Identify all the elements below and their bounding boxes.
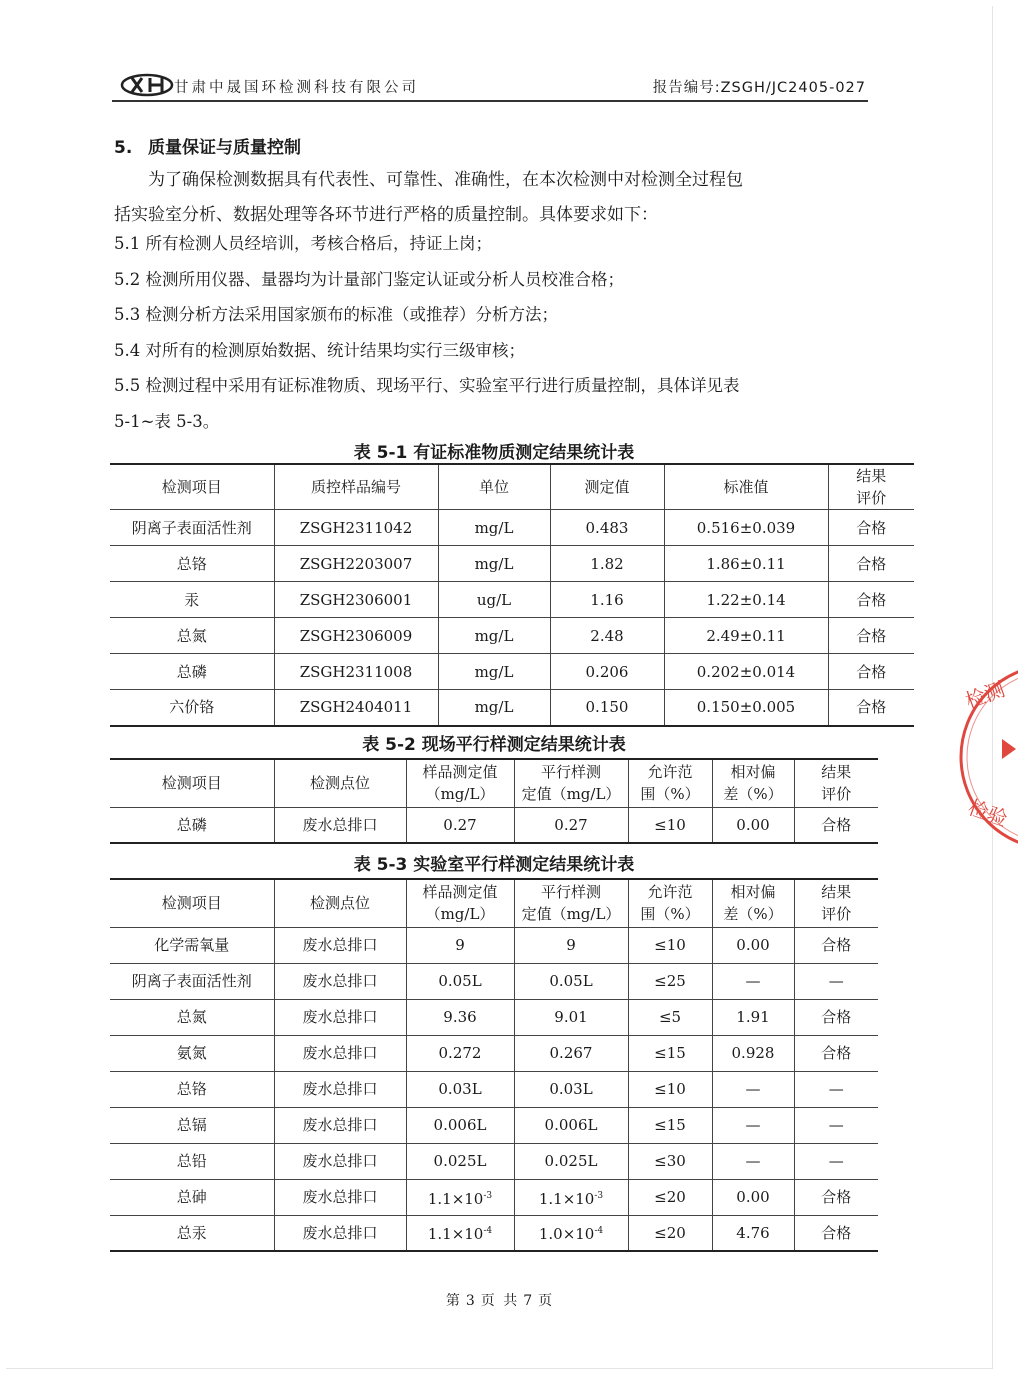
header-cell: 标准值: [664, 464, 828, 510]
value: 1.1×10: [427, 1225, 484, 1244]
table-row: [110, 618, 914, 654]
header-cell: 检测项目: [110, 464, 274, 510]
header-line: 围（%）: [640, 785, 700, 804]
cell: ≤10: [628, 1071, 712, 1107]
cell: ≤10: [628, 807, 712, 843]
intro-paragraph: [114, 163, 874, 233]
header-line: 差（%）: [723, 785, 783, 804]
cell: 总镉: [110, 1107, 274, 1143]
header-line: 结果: [856, 467, 887, 485]
cell: 1.82: [550, 546, 664, 582]
cell: 合格: [828, 510, 914, 546]
cell: 9.01: [514, 999, 628, 1035]
cell: —: [794, 963, 878, 999]
header-cell: 检测项目: [110, 879, 274, 927]
cell: mg/L: [438, 618, 550, 654]
header-line: 结果: [821, 763, 852, 782]
cell: 废水总排口: [274, 999, 406, 1035]
table-row: [110, 1071, 878, 1107]
table-row: [110, 1143, 878, 1179]
cell: 1.86±0.11: [664, 546, 828, 582]
cell: 合格: [828, 654, 914, 690]
cell: 废水总排口: [274, 927, 406, 963]
cell: ZSGH2306009: [274, 618, 438, 654]
cell: —: [794, 1071, 878, 1107]
cell: 2.49±0.11: [664, 618, 828, 654]
table-row: [110, 1179, 878, 1215]
cell: ≤30: [628, 1143, 712, 1179]
requirement-item: 5.3 检测分析方法采用国家颁布的标准（或推荐）分析方法；: [114, 305, 558, 324]
cell: [406, 1179, 514, 1215]
table1-title: 表 5-1 有证标准物质测定结果统计表: [353, 443, 635, 463]
cell: —: [712, 1143, 794, 1179]
table-row: [110, 1107, 878, 1143]
header-cell: [514, 759, 628, 807]
cell: 0.928: [712, 1035, 794, 1071]
cell: 总磷: [110, 807, 274, 843]
cell: ≤20: [628, 1179, 712, 1215]
header-cell: 质控样品编号: [274, 464, 438, 510]
cell: ZSGH2203007: [274, 546, 438, 582]
value: 1.0×10: [538, 1225, 595, 1244]
cell: [514, 1215, 628, 1251]
cell: 0.00: [712, 807, 794, 843]
cell: 合格: [828, 690, 914, 726]
footer-text: 页 共: [480, 1293, 520, 1309]
cell: —: [712, 963, 794, 999]
cell: 合格: [794, 927, 878, 963]
cell: 0.202±0.014: [664, 654, 828, 690]
cell: 1.16: [550, 582, 664, 618]
cell: 合格: [794, 807, 878, 843]
section-title: 质量保证与质量控制: [148, 138, 301, 158]
header-cell: [712, 759, 794, 807]
table-header-row: [110, 464, 914, 510]
cell: mg/L: [438, 654, 550, 690]
cell: 0.516±0.039: [664, 510, 828, 546]
table-row: [110, 963, 878, 999]
cell: 阴离子表面活性剂: [110, 963, 274, 999]
cell: mg/L: [438, 510, 550, 546]
table-row: [110, 510, 914, 546]
cell: —: [712, 1107, 794, 1143]
page-number: 3: [465, 1293, 477, 1309]
report-number: 报告编号:ZSGH/JC2405-027: [652, 80, 866, 96]
cell: ZSGH2306001: [274, 582, 438, 618]
header-cell: [406, 879, 514, 927]
cell: 0.025L: [406, 1143, 514, 1179]
cell: 汞: [110, 582, 274, 618]
table-row: [110, 582, 914, 618]
header-cell: [628, 759, 712, 807]
company-logo-icon: [120, 74, 174, 96]
table-row: [110, 927, 878, 963]
value: 1.1×10: [538, 1189, 595, 1208]
cell: 4.76: [712, 1215, 794, 1251]
cell: ≤20: [628, 1215, 712, 1251]
header-line: 平行样测: [540, 883, 601, 902]
exponent: -4: [594, 1226, 604, 1237]
cell: 合格: [828, 546, 914, 582]
requirement-item: 5.1 所有检测人员经培训，考核合格后，持证上岗；: [114, 234, 492, 253]
header-cell: 检测项目: [110, 759, 274, 807]
header-cell: [712, 879, 794, 927]
cell: ZSGH2311042: [274, 510, 438, 546]
table-header-row: [110, 759, 878, 807]
header-line: 定值（mg/L）: [521, 785, 621, 804]
cell: 总磷: [110, 654, 274, 690]
cell: ≤15: [628, 1107, 712, 1143]
table2: [110, 758, 878, 844]
table-row: [110, 999, 878, 1035]
cell: 废水总排口: [274, 1107, 406, 1143]
header-line: 评价: [821, 905, 852, 924]
cell: 废水总排口: [274, 963, 406, 999]
section-number: 5.: [114, 138, 133, 158]
header-line: （mg/L）: [425, 905, 495, 924]
header-cell: [794, 879, 878, 927]
header-line: 样品测定值: [422, 883, 498, 902]
cell: 0.00: [712, 927, 794, 963]
cell: 废水总排口: [274, 807, 406, 843]
header-line: 相对偏: [730, 883, 776, 902]
cell: 0.267: [514, 1035, 628, 1071]
table-row: [110, 546, 914, 582]
table-header-row: [110, 879, 878, 927]
cell: 0.025L: [514, 1143, 628, 1179]
cell: 合格: [828, 582, 914, 618]
seal-text: 检测: [962, 676, 1008, 714]
header-cell: 测定值: [550, 464, 664, 510]
value: 1.1×10: [427, 1189, 484, 1208]
cell: 0.483: [550, 510, 664, 546]
header-line: 结果: [821, 883, 852, 902]
section-heading: [114, 133, 301, 158]
cell: mg/L: [438, 546, 550, 582]
cell: 0.27: [514, 807, 628, 843]
cell: 废水总排口: [274, 1215, 406, 1251]
cell: 总氮: [110, 618, 274, 654]
cell: 合格: [794, 1179, 878, 1215]
intro-line: 为了确保检测数据具有代表性、可靠性、准确性，在本次检测中对检测全过程包: [148, 170, 743, 190]
cell: 0.150: [550, 690, 664, 726]
cell: ug/L: [438, 582, 550, 618]
table3: [110, 878, 878, 1252]
cell: 废水总排口: [274, 1035, 406, 1071]
cell: 废水总排口: [274, 1071, 406, 1107]
page-footer: [0, 1290, 1000, 1310]
cell: 化学需氧量: [110, 927, 274, 963]
cell: 六价铬: [110, 690, 274, 726]
cell: 总铅: [110, 1143, 274, 1179]
cell: 9: [514, 927, 628, 963]
header-cell: 单位: [438, 464, 550, 510]
header-cell: 检测点位: [274, 759, 406, 807]
cell: 0.03L: [514, 1071, 628, 1107]
cell: 合格: [794, 1035, 878, 1071]
cell: 总砷: [110, 1179, 274, 1215]
cell: mg/L: [438, 690, 550, 726]
total-pages: 7: [523, 1293, 535, 1309]
cell: —: [712, 1071, 794, 1107]
company-name: 甘肃中晟国环检测科技有限公司: [174, 80, 419, 96]
cell: 废水总排口: [274, 1143, 406, 1179]
requirement-item: 5.2 检测所用仪器、量器均为计量部门鉴定认证或分析人员校准合格；: [114, 269, 624, 289]
header-line: 评价: [821, 785, 852, 804]
cell: 0.03L: [406, 1071, 514, 1107]
requirement-item: 5.4 对所有的检测原始数据、统计结果均实行三级审核；: [114, 340, 525, 360]
table-row: [110, 807, 878, 843]
intro-line: 括实验室分析、数据处理等各环节进行严格的质量控制。具体要求如下：: [114, 205, 658, 225]
header-cell: [828, 464, 914, 510]
table-row: [110, 690, 914, 726]
table-row: [110, 1035, 878, 1071]
cell: 合格: [794, 1215, 878, 1251]
header-line: 允许范: [647, 763, 693, 782]
header-line: 差（%）: [723, 905, 783, 924]
seal-text: 检验: [965, 795, 1011, 832]
cell: 1.22±0.14: [664, 582, 828, 618]
header-line: 样品测定值: [422, 763, 498, 782]
cell: 0.150±0.005: [664, 690, 828, 726]
cell: 废水总排口: [274, 1179, 406, 1215]
cell: 0.05L: [406, 963, 514, 999]
cell: ZSGH2311008: [274, 654, 438, 690]
cell: 阴离子表面活性剂: [110, 510, 274, 546]
cell: [514, 1179, 628, 1215]
table3-title: 表 5-3 实验室平行样测定结果统计表: [353, 855, 635, 875]
header-cell: [406, 759, 514, 807]
header-line: 评价: [856, 489, 887, 507]
cell: ZSGH2404011: [274, 690, 438, 726]
header-line: （mg/L）: [425, 785, 495, 804]
cell: 9: [406, 927, 514, 963]
cell: 1.91: [712, 999, 794, 1035]
requirement-list: [114, 226, 874, 439]
header-line: 相对偏: [730, 763, 776, 782]
cell: 0.272: [406, 1035, 514, 1071]
footer-text: 第: [445, 1293, 462, 1309]
cell: 合格: [794, 999, 878, 1035]
page-header: [112, 72, 868, 102]
cell: 总铬: [110, 546, 274, 582]
cell: 9.36: [406, 999, 514, 1035]
cell: —: [794, 1107, 878, 1143]
table2-title: 表 5-2 现场平行样测定结果统计表: [362, 735, 626, 755]
cell: ≤10: [628, 927, 712, 963]
cell: ≤15: [628, 1035, 712, 1071]
requirement-item: 5.5 检测过程中采用有证标准物质、现场平行、实验室平行进行质量控制，具体详见表: [114, 376, 740, 395]
table-row: [110, 654, 914, 690]
cell: 0.05L: [514, 963, 628, 999]
exponent: -4: [483, 1226, 493, 1237]
cell: —: [794, 1143, 878, 1179]
header-line: 允许范: [647, 883, 693, 902]
seal-stamp-icon: [958, 657, 1018, 857]
cell: 氨氮: [110, 1035, 274, 1071]
header-line: 围（%）: [640, 905, 700, 924]
cell: 总铬: [110, 1071, 274, 1107]
cell: 总氮: [110, 999, 274, 1035]
header-cell: [514, 879, 628, 927]
requirement-item: 5-1~表 5-3。: [114, 411, 220, 431]
footer-text: 页: [538, 1293, 555, 1309]
cell: ≤5: [628, 999, 712, 1035]
header-line: 平行样测: [540, 763, 601, 782]
cell: 合格: [828, 618, 914, 654]
cell: 0.00: [712, 1179, 794, 1215]
cell: 总汞: [110, 1215, 274, 1251]
table1: [110, 463, 914, 727]
cell: 0.27: [406, 807, 514, 843]
table-row: [110, 1215, 878, 1251]
header-cell: [628, 879, 712, 927]
header-cell: 检测点位: [274, 879, 406, 927]
cell: 0.006L: [514, 1107, 628, 1143]
cell: ≤25: [628, 963, 712, 999]
exponent: -3: [483, 1190, 493, 1201]
exponent: -3: [594, 1190, 604, 1201]
cell: [406, 1215, 514, 1251]
cell: 2.48: [550, 618, 664, 654]
cell: 0.006L: [406, 1107, 514, 1143]
header-cell: [794, 759, 878, 807]
cell: 0.206: [550, 654, 664, 690]
header-line: 定值（mg/L）: [521, 905, 621, 924]
